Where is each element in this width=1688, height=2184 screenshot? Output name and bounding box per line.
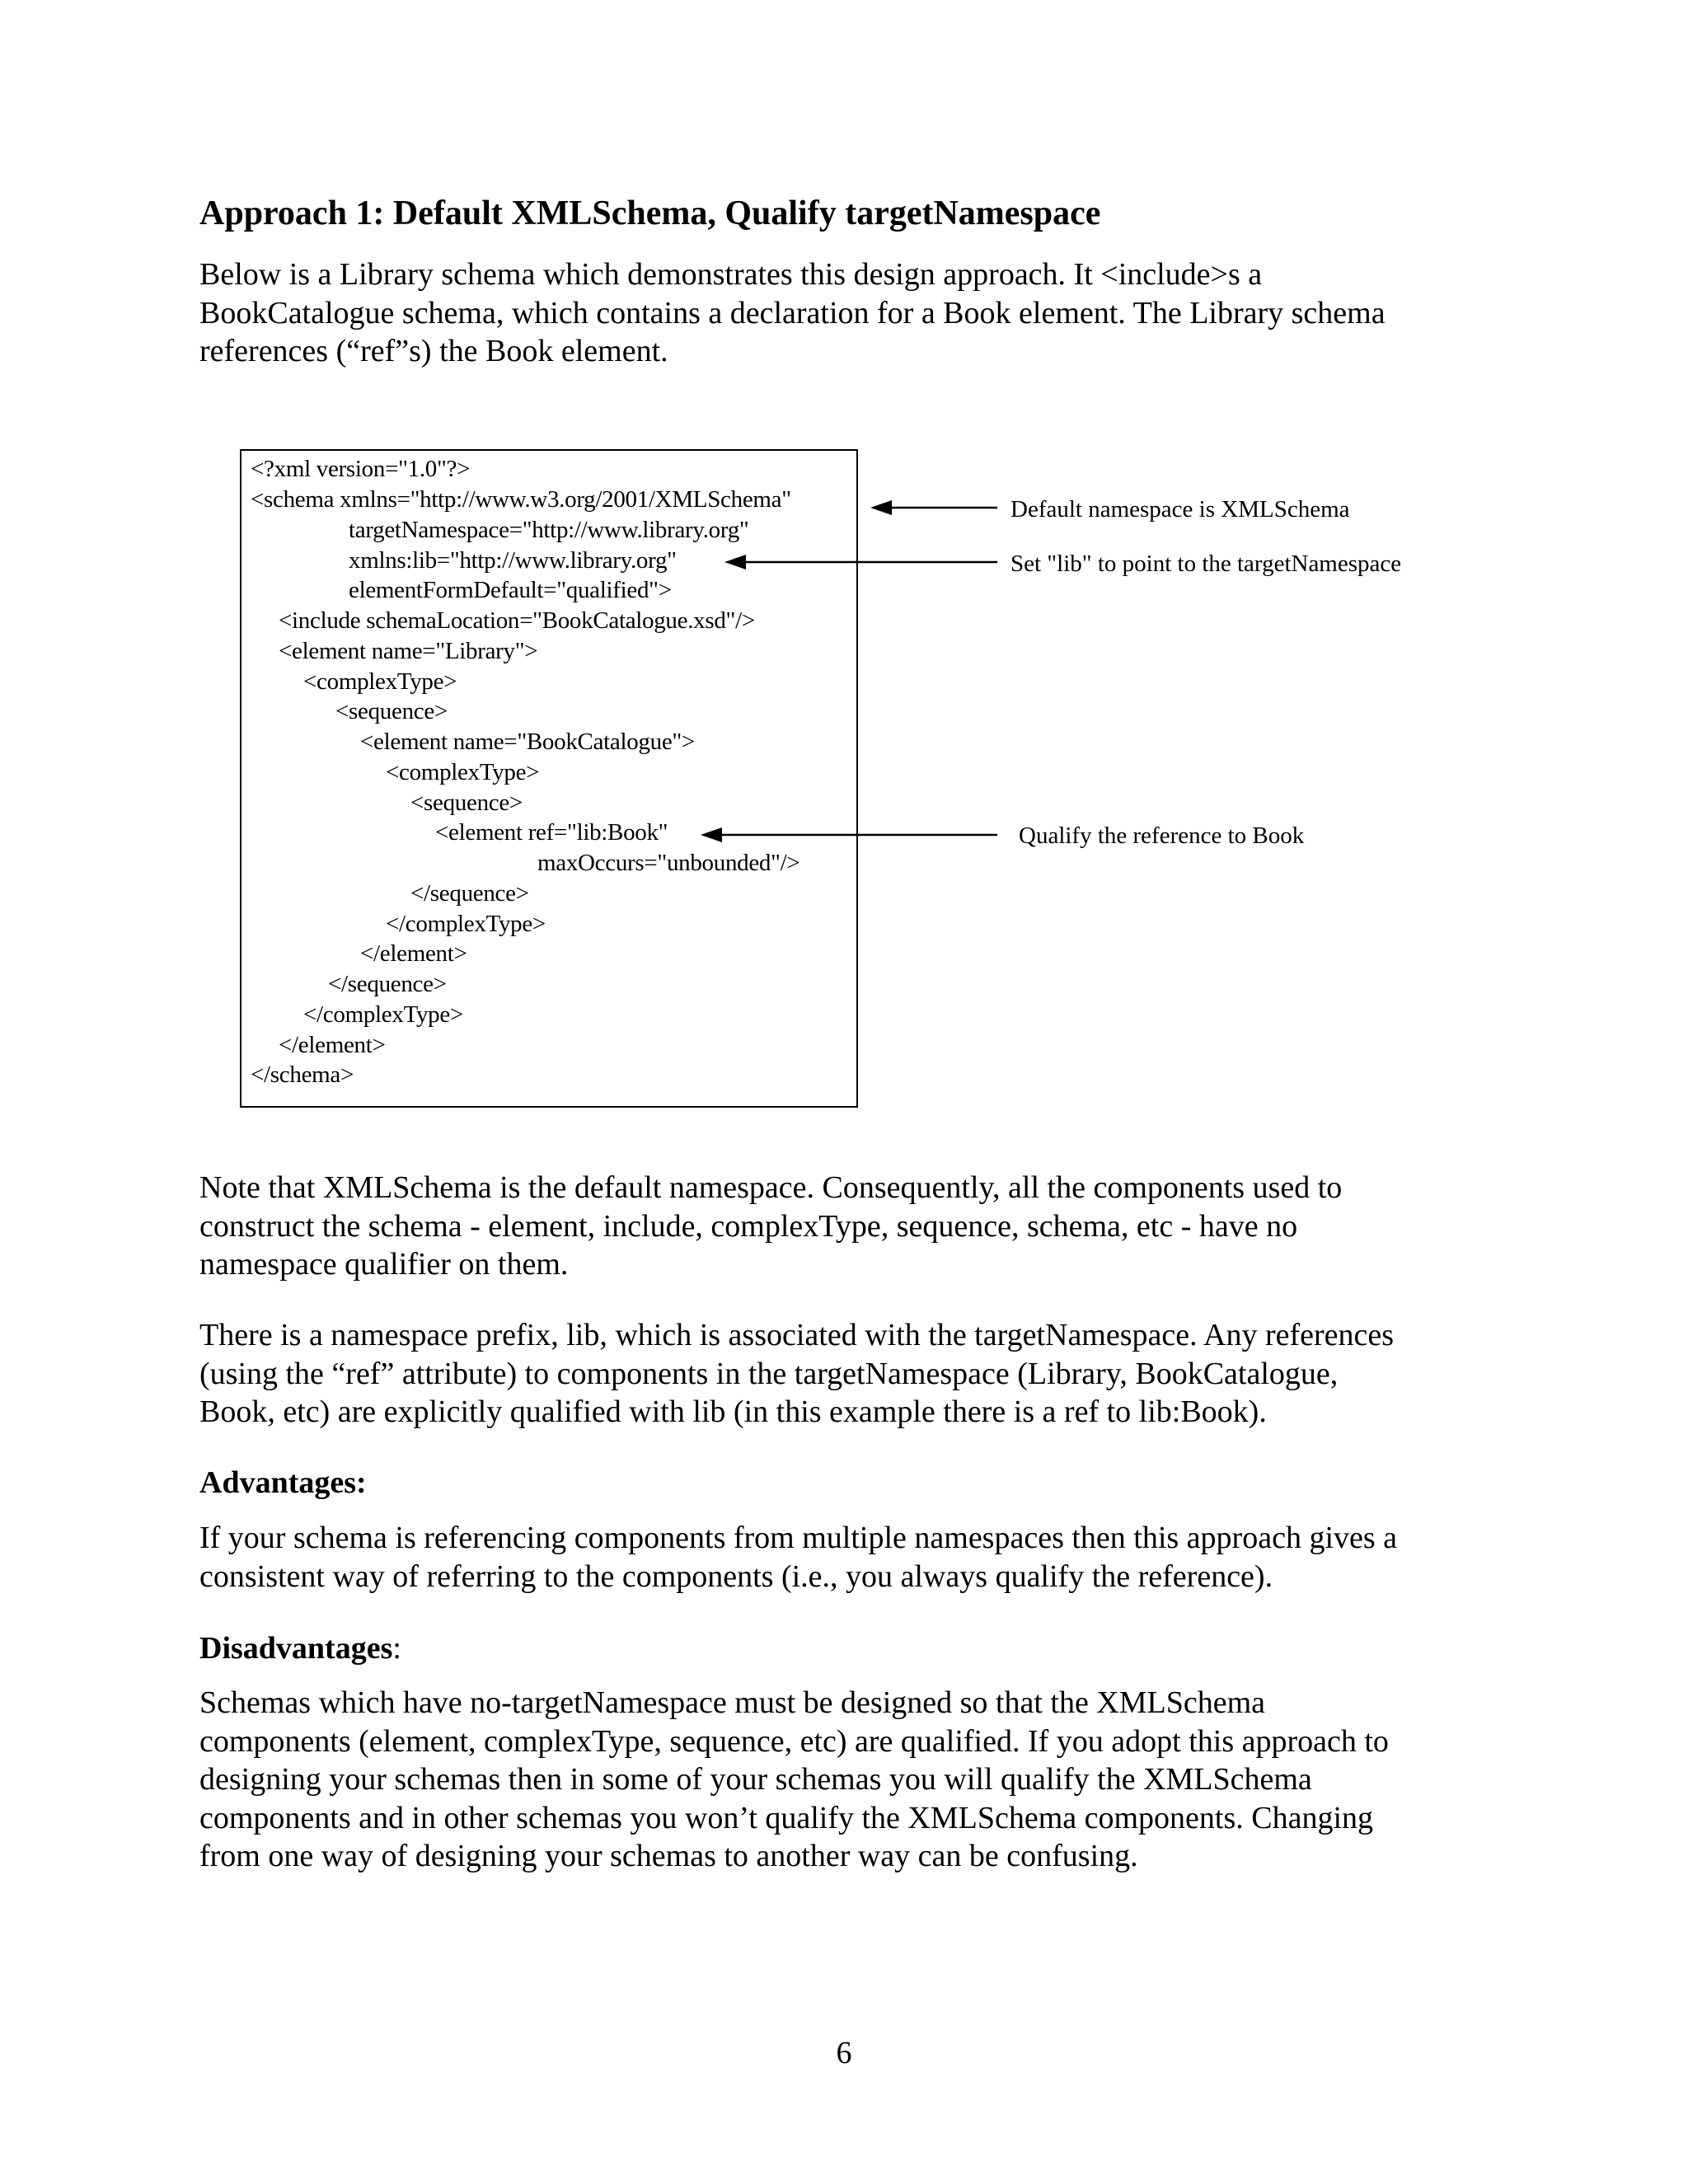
advantages-heading [199, 1464, 367, 1502]
note-line: Book, etc) are explicitly qualified with lib (in this example there is a ref to lib:Book). [199, 1394, 1267, 1429]
disadvantages-line: components (element, complexType, sequence, etc) are qualified. If you adopt this approach to [199, 1723, 1389, 1759]
disadvantages-line: components and in other schemas you won’t qualify the XMLSchema components. Changing [199, 1800, 1374, 1835]
annotation-set-lib: Set "lib" to point to the targetNamespace [1010, 551, 1402, 577]
note-line: Note that XMLSchema is the default namespace. Consequently, all the components used to [199, 1170, 1343, 1205]
code-line: </element> [279, 1032, 386, 1058]
note-line: (using the “ref” attribute) to components in the targetNamespace (Library, BookCatalogue, [199, 1356, 1339, 1391]
note-default-namespace-paragraph [199, 1169, 1485, 1284]
code-line: <sequence> [410, 790, 523, 816]
note-line: namespace qualifier on them. [199, 1247, 569, 1282]
disadvantages-line: from one way of designing your schemas to another way can be confusing. [199, 1839, 1138, 1873]
annotation-qualify-reference: Qualify the reference to Book [1019, 823, 1305, 849]
arrow-default-namespace [870, 500, 997, 515]
annotation-default-namespace: Default namespace is XMLSchema [1010, 496, 1350, 523]
code-line: <schema xmlns="http://www.w3.org/2001/XMLSchema" [251, 486, 791, 513]
code-line: <element ref="lib:Book" [435, 819, 668, 846]
intro-line: references (“ref”s) the Book element. [199, 334, 668, 368]
intro-paragraph [199, 255, 1485, 371]
code-line: elementFormDefault="qualified"> [349, 577, 672, 603]
disadvantages-line: designing your schemas then in some of your schemas you will qualify the XMLSchema [199, 1762, 1312, 1797]
code-line: </schema> [251, 1062, 354, 1088]
disadvantages-heading [199, 1629, 401, 1667]
disadvantages-heading-colon: : [392, 1631, 401, 1666]
disadvantages-paragraph [199, 1684, 1485, 1876]
code-line: <complexType> [303, 668, 457, 695]
code-line: <element name="BookCatalogue"> [360, 729, 695, 755]
code-line: xmlns:lib="http://www.library.org" [349, 547, 677, 574]
code-line: </sequence> [410, 880, 529, 907]
note-line: construct the schema - element, include, complexType, sequence, schema, etc - have no [199, 1208, 1298, 1244]
advantages-heading-text: Advantages: [199, 1465, 367, 1500]
note-prefix-paragraph [199, 1316, 1485, 1432]
disadvantages-heading-text: Disadvantages [199, 1631, 393, 1666]
intro-line: Below is a Library schema which demonstrates this design approach. It <include>s a [199, 257, 1263, 292]
code-line: </complexType> [386, 911, 546, 937]
intro-line: BookCatalogue schema, which contains a declaration for a Book element. The Library schema [199, 295, 1386, 330]
disadvantages-line: Schemas which have no-targetNamespace must be designed so that the XMLSchema [199, 1685, 1266, 1720]
code-line: </element> [360, 940, 467, 967]
code-line: <include schemaLocation="BookCatalogue.xsd"/> [279, 607, 755, 634]
code-line: <complexType> [386, 759, 540, 785]
code-line: </sequence> [328, 971, 447, 997]
advantages-line: consistent way of referring to the components (i.e., you always qualify the reference). [199, 1558, 1273, 1594]
advantages-line: If your schema is referencing components from multiple namespaces then this approach gives a [199, 1521, 1398, 1555]
code-line: maxOccurs="unbounded"/> [537, 850, 800, 876]
code-line: <element name="Library"> [279, 638, 538, 664]
code-line: </complexType> [303, 1001, 463, 1028]
code-line: targetNamespace="http://www.library.org" [349, 517, 749, 543]
advantages-paragraph [199, 1519, 1485, 1596]
note-line: There is a namespace prefix, lib, which is associated with the targetNamespace. Any references [199, 1318, 1395, 1352]
page-number: 6 [836, 2036, 852, 2070]
code-line: <?xml version="1.0"?> [251, 456, 471, 482]
code-line: <sequence> [335, 698, 448, 724]
section-heading: Approach 1: Default XMLSchema, Qualify targetNamespace [199, 194, 1101, 232]
